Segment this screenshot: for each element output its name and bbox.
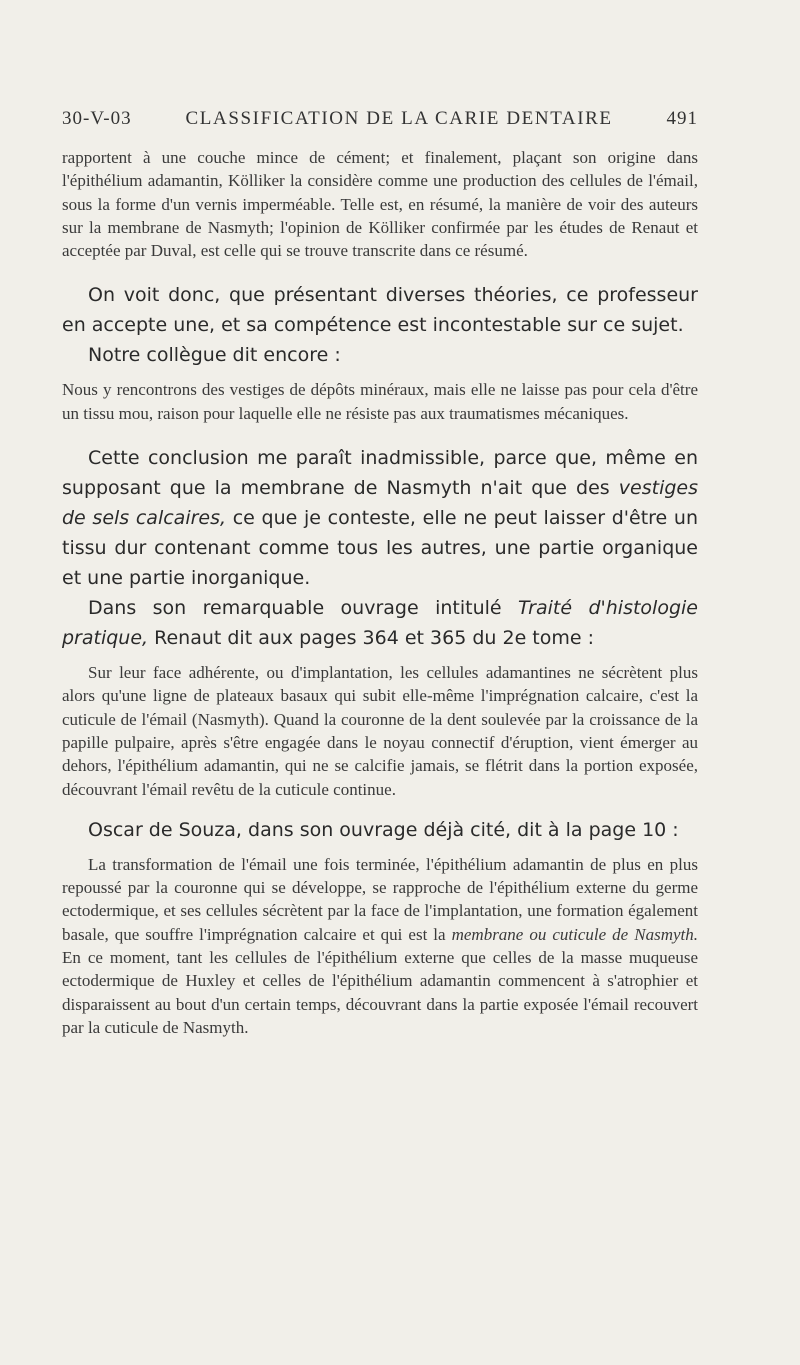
emphasis-title: Traité d'histologie pratique, — [62, 597, 698, 650]
text-run: ce que je conteste, elle ne peut laisser d'être un tissu dur contenant comme tous les autres, une partie organique et une partie inorganique. — [62, 507, 698, 590]
paragraph-renaut — [62, 593, 698, 653]
text-run: Dans son remarquable ouvrage intitulé — [88, 597, 519, 620]
paragraph-renaut-quote: Sur leur face adhérente, ou d'implantation, les cellules adamantines ne sécrètent plus alors qu'une ligne de plateaux basaux qui subit elle-même l'imprégnation calcaire, c'est la cuticule de l'émail (Nasmyth). Quand la couronne de la dent soulevée par la croissance de la papille pulpaire, après s'être engagée dans le noyau connectif d'éruption, vient émerger au dehors, l'épithélium adamantin, qui ne se calcifie jamais, se flétrit dans la portion exposée, découvrant l'émail revêtu de la cuticule continue. — [62, 663, 698, 799]
paragraph-souza-quote — [62, 853, 698, 1039]
paragraph-quote: Nous y rencontrons des vestiges de dépôts minéraux, mais elle ne laisse pas pour cela d'être un tissu mou, raison pour laquelle elle ne résiste pas aux traumatismes mécaniques. — [62, 380, 698, 423]
paragraph-commentary: On voit donc, que présentant diverses théories, ce professeur en accepte une, et sa compétence est incontestable sur ce sujet. — [62, 284, 698, 337]
text-run: Renaut dit aux pages 364 et 365 du 2e tome : — [148, 627, 595, 650]
header-date: 30-V-03 — [62, 108, 132, 129]
page-body — [62, 146, 698, 1039]
paragraph-intro-quote: Notre collègue dit encore : — [88, 344, 341, 367]
page-number: 491 — [666, 108, 698, 129]
emphasis-text: vestiges de sels calcaires, — [62, 477, 698, 530]
running-header — [62, 108, 698, 130]
emphasis-text: membrane ou cuticule de Nasmyth. — [451, 924, 698, 944]
paragraph-quote-continued: rapportent à une couche mince de cément; et finalement, plaçant son origine dans l'épithélium adamantin, Kölliker la considère comme une production des cellules de l'émail, sous la forme d'un vernis imperméable. Telle est, en résumé, la manière de voir des auteurs sur la membrane de Nasmyth; l'opinion de Kölliker confirmée par les études de Renaut et acceptée par Duval, est celle qui se trouve transcrite dans ce résumé. — [62, 148, 698, 261]
text-run: Cette conclusion me paraît inadmissible, parce que, même en supposant que la membrane de Nasmyth n'ait que des — [62, 447, 698, 500]
header-title: CLASSIFICATION DE LA CARIE DENTAIRE — [185, 108, 613, 129]
paragraph-conclusion — [62, 443, 698, 593]
text-run: En ce moment, tant les cellules de l'épithélium externe que celles de la masse muqueuse ectodermique de Huxley et celles de l'épithélium adamantin commencent à s'atrophier et disparaissent au bout d'un certain temps, découvrant dans la partie exposée l'émail recouvert par la cuticule de Nasmyth. — [62, 948, 698, 1037]
text-run: La transformation de l'émail une fois terminée, l'épithélium adamantin de plus en plus repoussé par la couronne qui se développe, se rapproche de l'épithélium externe du germe ectodermique, et ses cellules sécrètent par la face de l'implantation, une formation également basale, que souffre l'imprégnation calcaire et qui est la — [62, 854, 698, 944]
paragraph-souza: Oscar de Souza, dans son ouvrage déjà cité, dit à la page 10 : — [88, 818, 679, 841]
